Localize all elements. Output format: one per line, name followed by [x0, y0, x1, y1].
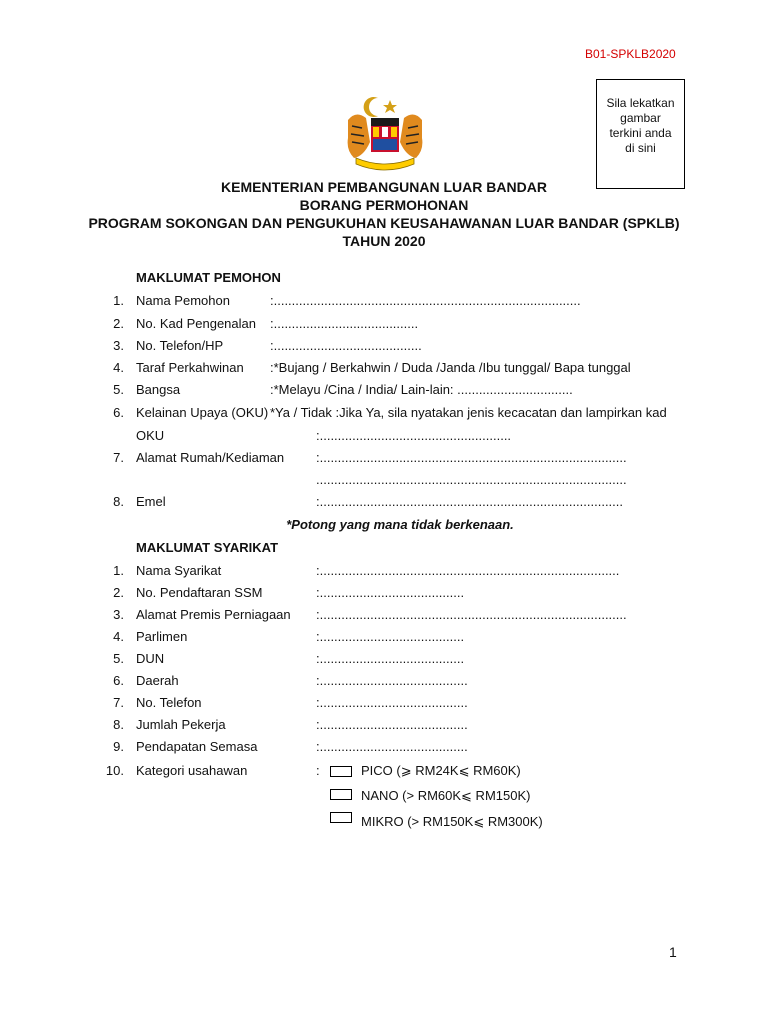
- item-number: 5.: [113, 382, 124, 397]
- field-value-jumlah-pekerja[interactable]: :.........................................: [316, 717, 468, 732]
- field-label-kelainan-upaya: Kelainan Upaya (OKU): [136, 405, 269, 420]
- year-title: TAHUN 2020: [342, 233, 426, 249]
- field-label-emel: Emel: [136, 494, 166, 509]
- field-value-kad-pengenalan[interactable]: :........................................: [270, 316, 419, 331]
- item-number: 2.: [113, 585, 124, 600]
- field-label-parlimen: Parlimen: [136, 629, 188, 644]
- field-label-pendapatan-semasa: Pendapatan Semasa: [136, 739, 258, 754]
- field-label-oku: OKU: [136, 428, 165, 443]
- checkbox-mikro[interactable]: [330, 812, 352, 823]
- item-number: 1.: [113, 563, 124, 578]
- field-value-alamat-line-2[interactable]: ......................................................................................: [316, 472, 627, 487]
- item-number: 3.: [113, 338, 124, 353]
- field-value-no-telefon[interactable]: :.........................................: [316, 695, 468, 710]
- field-value-alamat-premis[interactable]: :.....................................................................................: [316, 607, 627, 622]
- field-label-nama-syarikat: Nama Syarikat: [136, 563, 222, 578]
- section-heading-syarikat: MAKLUMAT SYARIKAT: [136, 540, 279, 555]
- photo-placeholder-box: [596, 79, 685, 189]
- field-label-daerah: Daerah: [136, 673, 179, 688]
- item-number: 6.: [113, 405, 124, 420]
- field-value-nama-pemohon[interactable]: :.....................................................................................: [270, 293, 581, 308]
- program-title: PROGRAM SOKONGAN DAN PENGUKUHAN KEUSAHAWANAN LUAR BANDAR (SPKLB): [88, 215, 680, 231]
- item-number: 5.: [113, 651, 124, 666]
- field-value-pendaftaran-ssm[interactable]: :........................................: [316, 585, 465, 600]
- item-number: 1.: [113, 293, 124, 308]
- item-number: 2.: [113, 316, 124, 331]
- item-number: 3.: [113, 607, 124, 622]
- item-number: 8.: [113, 494, 124, 509]
- photo-note-line: di sini: [625, 141, 656, 155]
- field-label-kad-pengenalan: No. Kad Pengenalan: [136, 316, 256, 331]
- field-label-kategori-usahawan: Kategori usahawan: [136, 763, 248, 778]
- strike-out-note: *Potong yang mana tidak berkenaan.: [286, 517, 514, 532]
- field-label-taraf-perkahwinan: Taraf Perkahwinan: [136, 360, 244, 375]
- photo-note-line: terkini anda: [609, 126, 672, 140]
- field-value-pendapatan-semasa[interactable]: :.........................................: [316, 739, 468, 754]
- photo-note-line: gambar: [620, 111, 661, 125]
- field-value-emel[interactable]: :....................................................................................: [316, 494, 624, 509]
- field-label-alamat-rumah: Alamat Rumah/Kediaman: [136, 450, 285, 465]
- field-label-nama-pemohon: Nama Pemohon: [136, 293, 230, 308]
- category-label-mikro: MIKRO (> RM150K⩽ RM300K): [361, 814, 543, 829]
- item-number: 4.: [113, 629, 124, 644]
- field-value-daerah[interactable]: :.........................................: [316, 673, 468, 688]
- form-title: BORANG PERMOHONAN: [299, 197, 469, 213]
- field-label-jumlah-pekerja: Jumlah Pekerja: [136, 717, 226, 732]
- item-number: 4.: [113, 360, 124, 375]
- item-number: 10.: [105, 763, 124, 778]
- field-label-bangsa: Bangsa: [136, 382, 181, 397]
- field-label-dun: DUN: [136, 651, 165, 666]
- field-colon-kategori: :: [316, 763, 320, 778]
- field-label-no-telefon: No. Telefon: [136, 695, 202, 710]
- item-number: 8.: [113, 717, 124, 732]
- checkbox-nano[interactable]: [330, 789, 352, 800]
- field-value-dun[interactable]: :........................................: [316, 651, 465, 666]
- form-code: B01-SPKLB2020: [585, 47, 676, 61]
- ministry-title: KEMENTERIAN PEMBANGUNAN LUAR BANDAR: [221, 179, 547, 195]
- field-value-telefon-hp[interactable]: :.........................................: [270, 338, 422, 353]
- page-number: 1: [669, 944, 677, 960]
- section-heading-pemohon: MAKLUMAT PEMOHON: [136, 270, 281, 285]
- field-value-kelainan-upaya[interactable]: *Ya / Tidak :Jika Ya, sila nyatakan jenis kecacatan dan lampirkan kad: [270, 405, 667, 420]
- field-value-parlimen[interactable]: :........................................: [316, 629, 465, 644]
- field-label-pendaftaran-ssm: No. Pendaftaran SSM: [136, 585, 263, 600]
- checkbox-pico[interactable]: [330, 766, 352, 777]
- field-label-telefon-hp: No. Telefon/HP: [136, 338, 224, 353]
- category-label-nano: NANO (> RM60K⩽ RM150K): [361, 788, 531, 803]
- item-number: 6.: [113, 673, 124, 688]
- field-value-taraf-perkahwinan[interactable]: :*Bujang / Berkahwin / Duda /Janda /Ibu tunggal/ Bapa tunggal: [270, 360, 631, 375]
- field-value-alamat-rumah[interactable]: :.....................................................................................: [316, 450, 627, 465]
- field-value-oku[interactable]: :.....................................................: [316, 428, 512, 443]
- field-value-bangsa[interactable]: :*Melayu /Cina / India/ Lain-lain: ................................: [270, 382, 573, 397]
- field-value-nama-syarikat[interactable]: :...................................................................................: [316, 563, 620, 578]
- item-number: 9.: [113, 739, 124, 754]
- malaysia-coat-of-arms-logo: [338, 92, 432, 172]
- item-number: 7.: [113, 450, 124, 465]
- category-label-pico: PICO (⩾ RM24K⩽ RM60K): [361, 763, 521, 778]
- item-number: 7.: [113, 695, 124, 710]
- photo-note-line: Sila lekatkan: [606, 96, 675, 110]
- field-label-alamat-premis: Alamat Premis Perniagaan: [136, 607, 291, 622]
